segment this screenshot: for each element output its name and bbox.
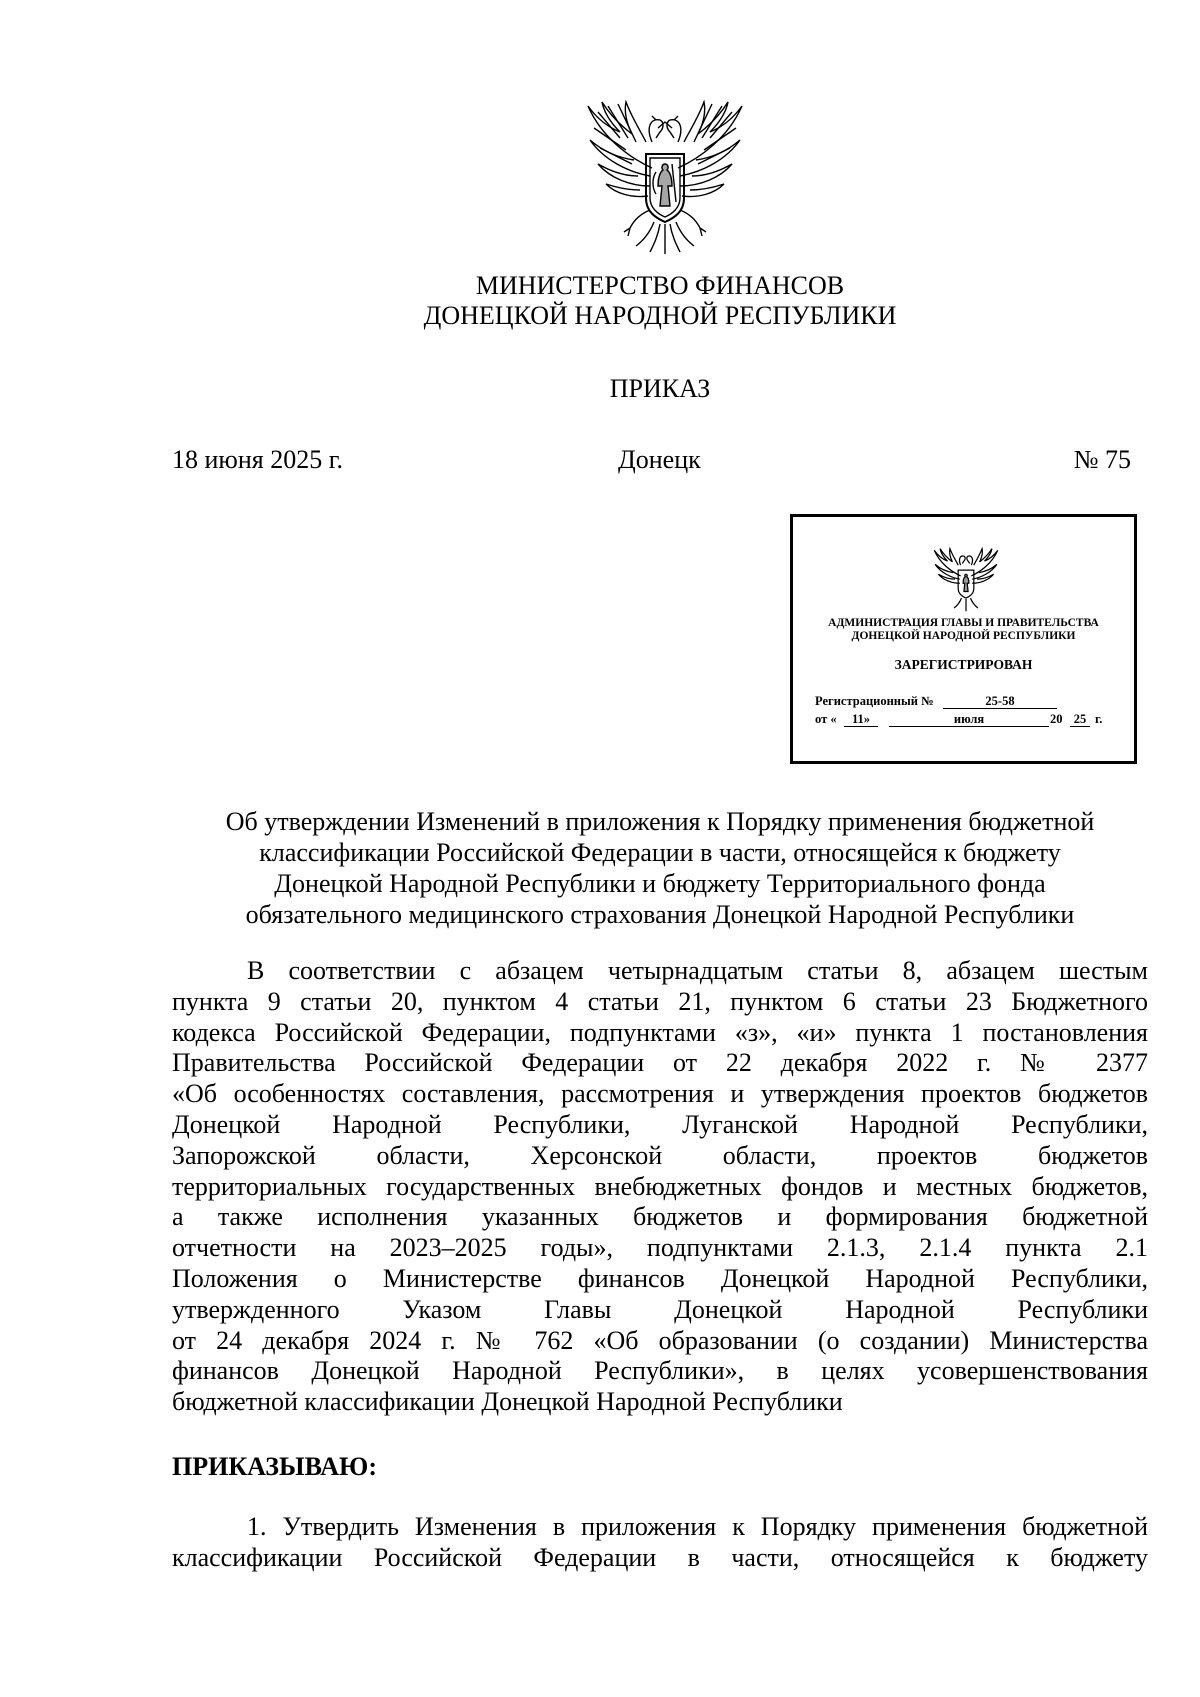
title-line: обязательного медицинского страхования Донецкой Народной Республики xyxy=(245,900,1075,929)
ministry-name-line1: МИНИСТЕРСТВО ФИНАНСОВ xyxy=(475,271,845,300)
stamp-date-prefix: от « xyxy=(815,712,837,726)
order-directive-heading: ПРИКАЗЫВАЮ: xyxy=(172,1452,377,1481)
stamp-coat-of-arms-icon xyxy=(931,547,1001,613)
preamble-line: утвержденного Указом Главы Донецкой Народной Республики xyxy=(172,1294,1148,1324)
preamble-line: В соответствии с абзацем четырнадцатым статьи 8, абзацем шестым xyxy=(247,956,1148,985)
preamble-line: от 24 декабря 2024 г. № 762 «Об образовании (о создании) Министерства xyxy=(172,1325,1148,1355)
preamble-line: бюджетной классификации Донецкой Народной Республики xyxy=(172,1387,843,1417)
stamp-day-suffix: » xyxy=(863,712,871,726)
stamp-date-year: 25 xyxy=(1070,712,1090,727)
stamp-date-day xyxy=(844,712,878,727)
order-point-1 xyxy=(172,1511,1148,1573)
preamble-paragraph xyxy=(172,956,1148,1418)
preamble-line: пункта 9 статьи 20, пунктом 4 статьи 21, пунктом 6 статьи 23 Бюджетного xyxy=(172,986,1148,1016)
preamble-line: территориальных государственных внебюджетных фондов и местных бюджетов, xyxy=(172,1171,1148,1201)
point-line: 1. Утвердить Изменения в приложения к Порядку применения бюджетной xyxy=(247,1512,1148,1541)
preamble-line: Донецкой Народной Республики, Луганской Народной Республики, xyxy=(172,1109,1148,1139)
preamble-line: Положения о Министерстве финансов Донецкой Народной Республики, xyxy=(172,1263,1148,1293)
dpr-coat-of-arms-icon xyxy=(580,98,750,258)
stamp-organization-line1: АДМИНИСТРАЦИЯ ГЛАВЫ И ПРАВИТЕЛЬСТВА xyxy=(828,617,1099,629)
document-type: ПРИКАЗ xyxy=(609,374,711,403)
stamp-reg-number: 25-58 xyxy=(943,694,1057,709)
preamble-line: Запорожской области, Херсонской области, проектов бюджетов xyxy=(172,1140,1148,1170)
stamp-organization-line2: ДОНЕЦКОЙ НАРОДНОЙ РЕСПУБЛИКИ xyxy=(851,630,1076,642)
stamp-day-value: 11 xyxy=(851,712,864,726)
title-line: Об утверждении Изменений в приложения к Порядку применения бюджетной xyxy=(225,807,1095,836)
preamble-line: а также исполнения указанных бюджетов и формирования бюджетной xyxy=(172,1202,1148,1232)
document-number: № 75 xyxy=(1073,445,1131,474)
stamp-year-suffix: г. xyxy=(1095,712,1103,726)
preamble-line: отчетности на 2023–2025 годы», подпунктами 2.1.3, 2.1.4 пункта 2.1 xyxy=(172,1233,1148,1263)
document-city: Донецк xyxy=(618,445,701,474)
ministry-name-line2: ДОНЕЦКОЙ НАРОДНОЙ РЕСПУБЛИКИ xyxy=(423,301,897,330)
preamble-line: Правительства Российской Федерации от 22 декабря 2022 г. № 2377 xyxy=(172,1048,1148,1078)
stamp-year-prefix: 20 xyxy=(1050,712,1063,726)
preamble-line: кодекса Российской Федерации, подпунктами «з», «и» пункта 1 постановления xyxy=(172,1017,1148,1047)
stamp-date-month: июля xyxy=(889,712,1049,727)
document-title xyxy=(172,806,1148,930)
title-line: классификации Российской Федерации в части, относящейся к бюджету xyxy=(259,838,1061,867)
registration-stamp xyxy=(790,514,1137,764)
document-date: 18 июня 2025 г. xyxy=(172,445,343,474)
title-line: Донецкой Народной Республики и бюджету Территориального фонда xyxy=(274,869,1046,898)
preamble-line: «Об особенностях составления, рассмотрения и утверждения проектов бюджетов xyxy=(172,1079,1148,1109)
point-line: классификации Российской Федерации в части, относящейся к бюджету xyxy=(172,1542,1148,1572)
stamp-reg-number-label: Регистрационный № xyxy=(815,694,934,708)
preamble-line: финансов Донецкой Народной Республики», в целях усовершенствования xyxy=(172,1356,1148,1386)
stamp-status: ЗАРЕГИСТРИРОВАН xyxy=(894,657,1033,672)
